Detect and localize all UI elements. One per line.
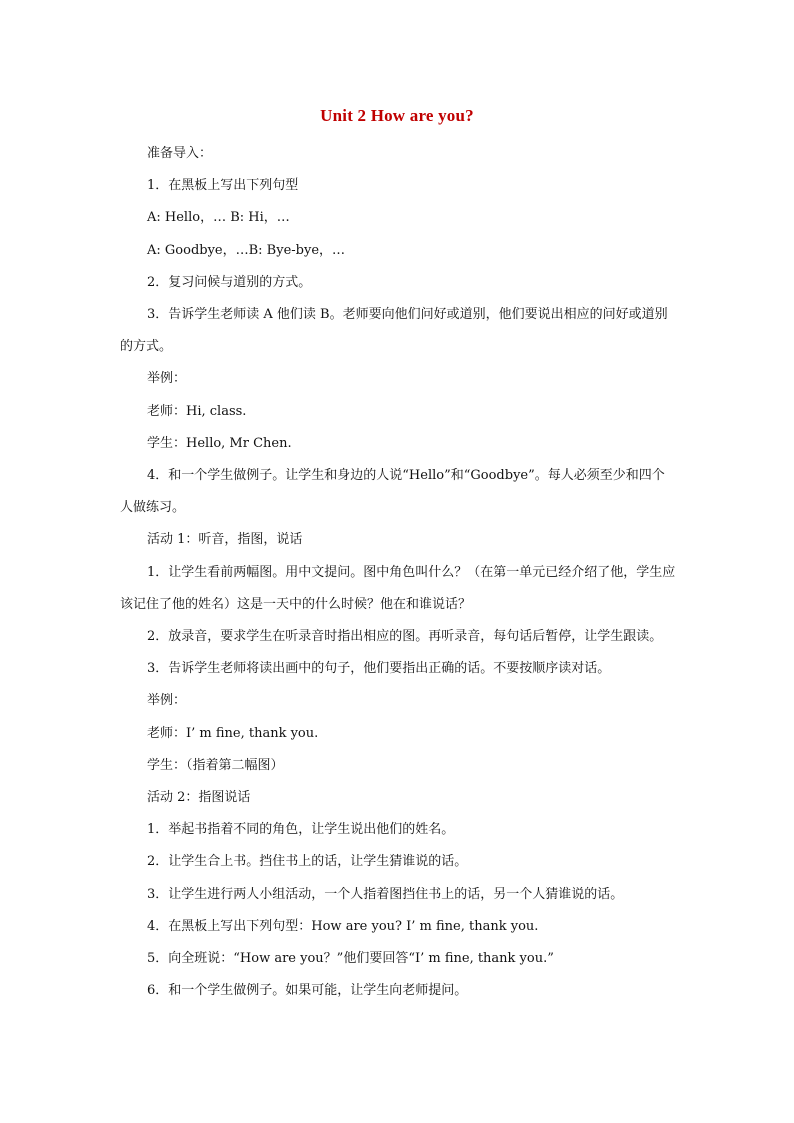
paragraph: 3．告诉学生老师将读出画中的句子，他们要指出正确的话。不要按顺序读对话。 <box>147 661 611 677</box>
paragraph: 学生：（指着第二幅图） <box>147 757 284 773</box>
paragraph: 3．让学生进行两人小组活动，一个人指着图挡住书上的话，另一个人猜谁说的话。 <box>147 886 624 902</box>
paragraph: 1．举起书指着不同的角色，让学生说出他们的姓名。 <box>147 822 455 838</box>
paragraph: 学生：Hello, Mr Chen. <box>147 435 292 451</box>
paragraph: 4．和一个学生做例子。让学生和身边的人说“Hello”和“Goodbye”。每人必须至少和四个人做练习。 <box>120 468 665 516</box>
paragraph: 5．向全班说：“How are you？”他们要回答“I’ m fine, thank you.” <box>147 951 554 967</box>
paragraph: 老师：Hi, class. <box>147 403 247 419</box>
paragraph: 3．告诉学生老师读 A 他们读 B。老师要向他们问好或道别，他们要说出相应的问好或道别的方式。 <box>120 307 668 355</box>
paragraph: 准备导入： <box>147 146 213 161</box>
paragraph: A: Hello，… B: Hi，… <box>147 210 290 226</box>
paragraph: 4．在黑板上写出下列句型：How are you? I’ m fine, thank you. <box>147 918 539 934</box>
paragraph: 2．让学生合上书。挡住书上的话，让学生猜谁说的话。 <box>147 854 468 870</box>
paragraph: 1．让学生看前两幅图。用中文提问。图中角色叫什么？（在第一单元已经介绍了他，学生应该记住了他的姓名）这是一天中的什么时候？他在和谁说话？ <box>120 564 676 612</box>
paragraph: 举例： <box>147 693 187 709</box>
paragraph: A: Goodbye，…B: Bye-bye，… <box>147 242 346 258</box>
paragraph: 举例： <box>147 371 187 387</box>
paragraph: 6．和一个学生做例子。如果可能，让学生向老师提问。 <box>147 983 468 999</box>
paragraph: 2．放录音，要求学生在听录音时指出相应的图。再听录音，每句话后暂停，让学生跟读。 <box>147 629 663 645</box>
document-title: Unit 2 How are you? <box>320 106 474 125</box>
paragraph: 老师：I’ m fine, thank you. <box>147 725 319 741</box>
paragraph: 1．在黑板上写出下列句型 <box>147 178 299 194</box>
paragraph: 活动 1：听音，指图，说话 <box>147 532 303 548</box>
paragraph: 2．复习问候与道别的方式。 <box>147 274 312 290</box>
paragraph: 活动 2：指图说话 <box>147 790 251 806</box>
document-body <box>120 138 676 1007</box>
